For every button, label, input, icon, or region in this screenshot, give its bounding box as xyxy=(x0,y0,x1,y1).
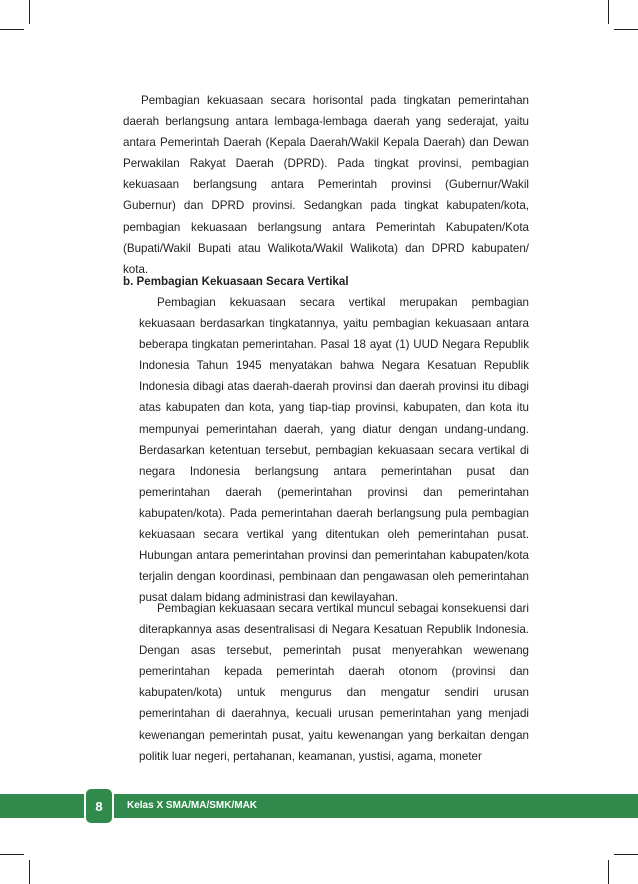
footer-book-title: Kelas X SMA/MA/SMK/MAK xyxy=(127,800,258,811)
paragraph-horizontal-division: Pembagian kekuasaan secara horisontal pada tingkatan pemerintahan daerah berlangsung antara lembaga-lembaga daerah yang sederajat, yaitu antara Pemerintah Daerah (Kepala Daerah/Wakil Kepala Daerah) dan Dewan Perwakilan Rakyat Daerah (DPRD). Pada tingkat provinsi, pembagian kekuasaan berlangsung antara Pemerintah provinsi (Gubernur/Wakil Gubernur) dan DPRD provinsi. Sedangkan pada tingkat kabupaten/kota, pembagian kekuasaan berlangsung antara Pemerintah Kabupaten/Kota (Bupati/Wakil Bupati atau Walikota/Wakil Walikota) dan DPRD kabupaten/ kota. xyxy=(123,94,529,276)
crop-mark xyxy=(608,860,609,884)
page-number-badge xyxy=(84,787,114,825)
page-number: 8 xyxy=(95,798,103,814)
crop-mark xyxy=(0,29,24,30)
crop-mark xyxy=(0,854,24,855)
crop-mark xyxy=(29,0,30,24)
section-b-heading: b. Pembagian Kekuasaan Secara Vertikal xyxy=(123,275,349,288)
paragraph-vertical-division-2: Pembagian kekuasaan secara vertikal muncul sebagai konsekuensi dari diterapkannya asas desentralisasi di Negara Kesatuan Republik Indonesia. Dengan asas tersebut, pemerintah pusat menyerahkan wewenang pemerintahan kepada pemerintah daerah otonom (provinsi dan kabupaten/kota) untuk mengurus dan mengatur sendiri urusan pemerintahan di daerahnya, kecuali urusan pemerintahan yang menjadi kewenangan pemerintah pusat, yaitu kewenangan yang berkaitan dengan politik luar negeri, pertahanan, keamanan, yustisi, agama, moneter xyxy=(139,602,529,763)
crop-mark xyxy=(614,854,638,855)
crop-mark xyxy=(29,860,30,884)
paragraph-vertical-division-1: Pembagian kekuasaan secara vertikal merupakan pembagian kekuasaan berdasarkan tingkatannya, yaitu pembagian kekuasaan antara beberapa tingkatan pemerintahan. Pasal 18 ayat (1) UUD Negara Republik Indonesia Tahun 1945 menyatakan bahwa Negara Kesatuan Republik Indonesia dibagi atas daerah-daerah provinsi dan daerah provinsi itu dibagi atas kabupaten dan kota, yang tiap-tiap provinsi, kabupaten, dan kota itu mempunyai pemerintahan daerah, yang diatur dengan undang-undang. Berdasarkan ketentuan tersebut, pembagian kekuasaan secara vertikal di negara Indonesia berlangsung antara pemerintahan pusat dan pemerintahan daerah (pemerintahan provinsi dan pemerintahan kabupaten/kota). Pada pemerintahan daerah berlangsung pula pembagian kekuasaan secara vertikal yang ditentukan oleh pemerintahan pusat. Hubungan antara pemerintahan provinsi dan pemerintahan kabupaten/kota terjalin dengan koordinasi, pembinaan dan pengawasan oleh pemerintahan pusat dalam bidang administrasi dan kewilayahan. xyxy=(139,296,529,605)
crop-mark xyxy=(614,29,638,30)
crop-mark xyxy=(608,0,609,24)
